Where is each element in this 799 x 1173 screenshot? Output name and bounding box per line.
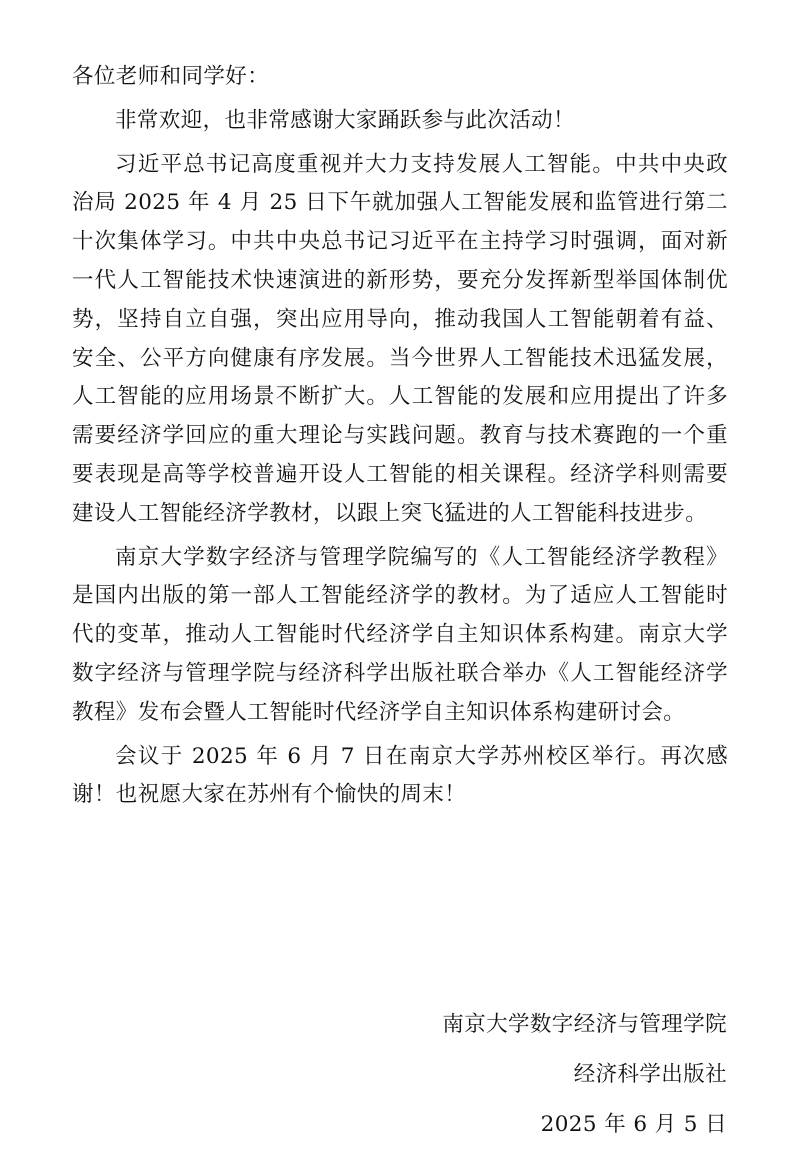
letter-body [72,58,728,820]
signature-date: 2025 年 6 月 5 日 [540,1112,727,1137]
paragraph-welcome: 非常欢迎，也非常感谢大家踊跃参与此次活动！ [115,107,575,133]
paragraph-ai-background: 习近平总书记高度重视并大力支持发展人工智能。中共中央政治局 2025 年 4 月 25 日下午就加强人工智能发展和监管进行第二十次集体学习。中共中央总书记习近平在主持学习时强调，面对新一代人工智能技术快速演进的新形势，要充分发挥新型举国体制优势，坚持自立自强，突出应用导向，推动我国人工智能朝着有益、安全、公平方向健康有序发展。当今世界人工智能技术迅猛发展，人工智能的应用场景不断扩大。人工智能的发展和应用提出了许多需要经济学回应的重大理论与实践问题。教育与技术赛跑的一个重要表现是高等学校普遍开设人工智能的相关课程。经济学科则需要建设人工智能经济学教材，以跟上突飞猛进的人工智能科技进步。 [72,151,728,526]
signature-block [442,1000,727,1150]
paragraph-meeting: 会议于 2025 年 6 月 7 日在南京大学苏州校区举行。再次感谢！也祝愿大家在苏州有个愉快的周末！ [72,743,728,808]
paragraph-textbook: 南京大学数字经济与管理学院编写的《人工智能经济学教程》是国内出版的第一部人工智能经济学的教材。为了适应人工智能时代的变革，推动人工智能时代经济学自主知识体系构建。南京大学数字经济与管理学院与经济科学出版社联合举办《人工智能经济学教程》发布会暨人工智能时代经济学自主知识体系构建研讨会。 [72,544,728,725]
greeting-line: 各位老师和同学好： [72,64,270,89]
signature-org-publisher: 经济科学出版社 [573,1062,727,1087]
signature-org-school: 南京大学数字经济与管理学院 [442,1012,727,1037]
